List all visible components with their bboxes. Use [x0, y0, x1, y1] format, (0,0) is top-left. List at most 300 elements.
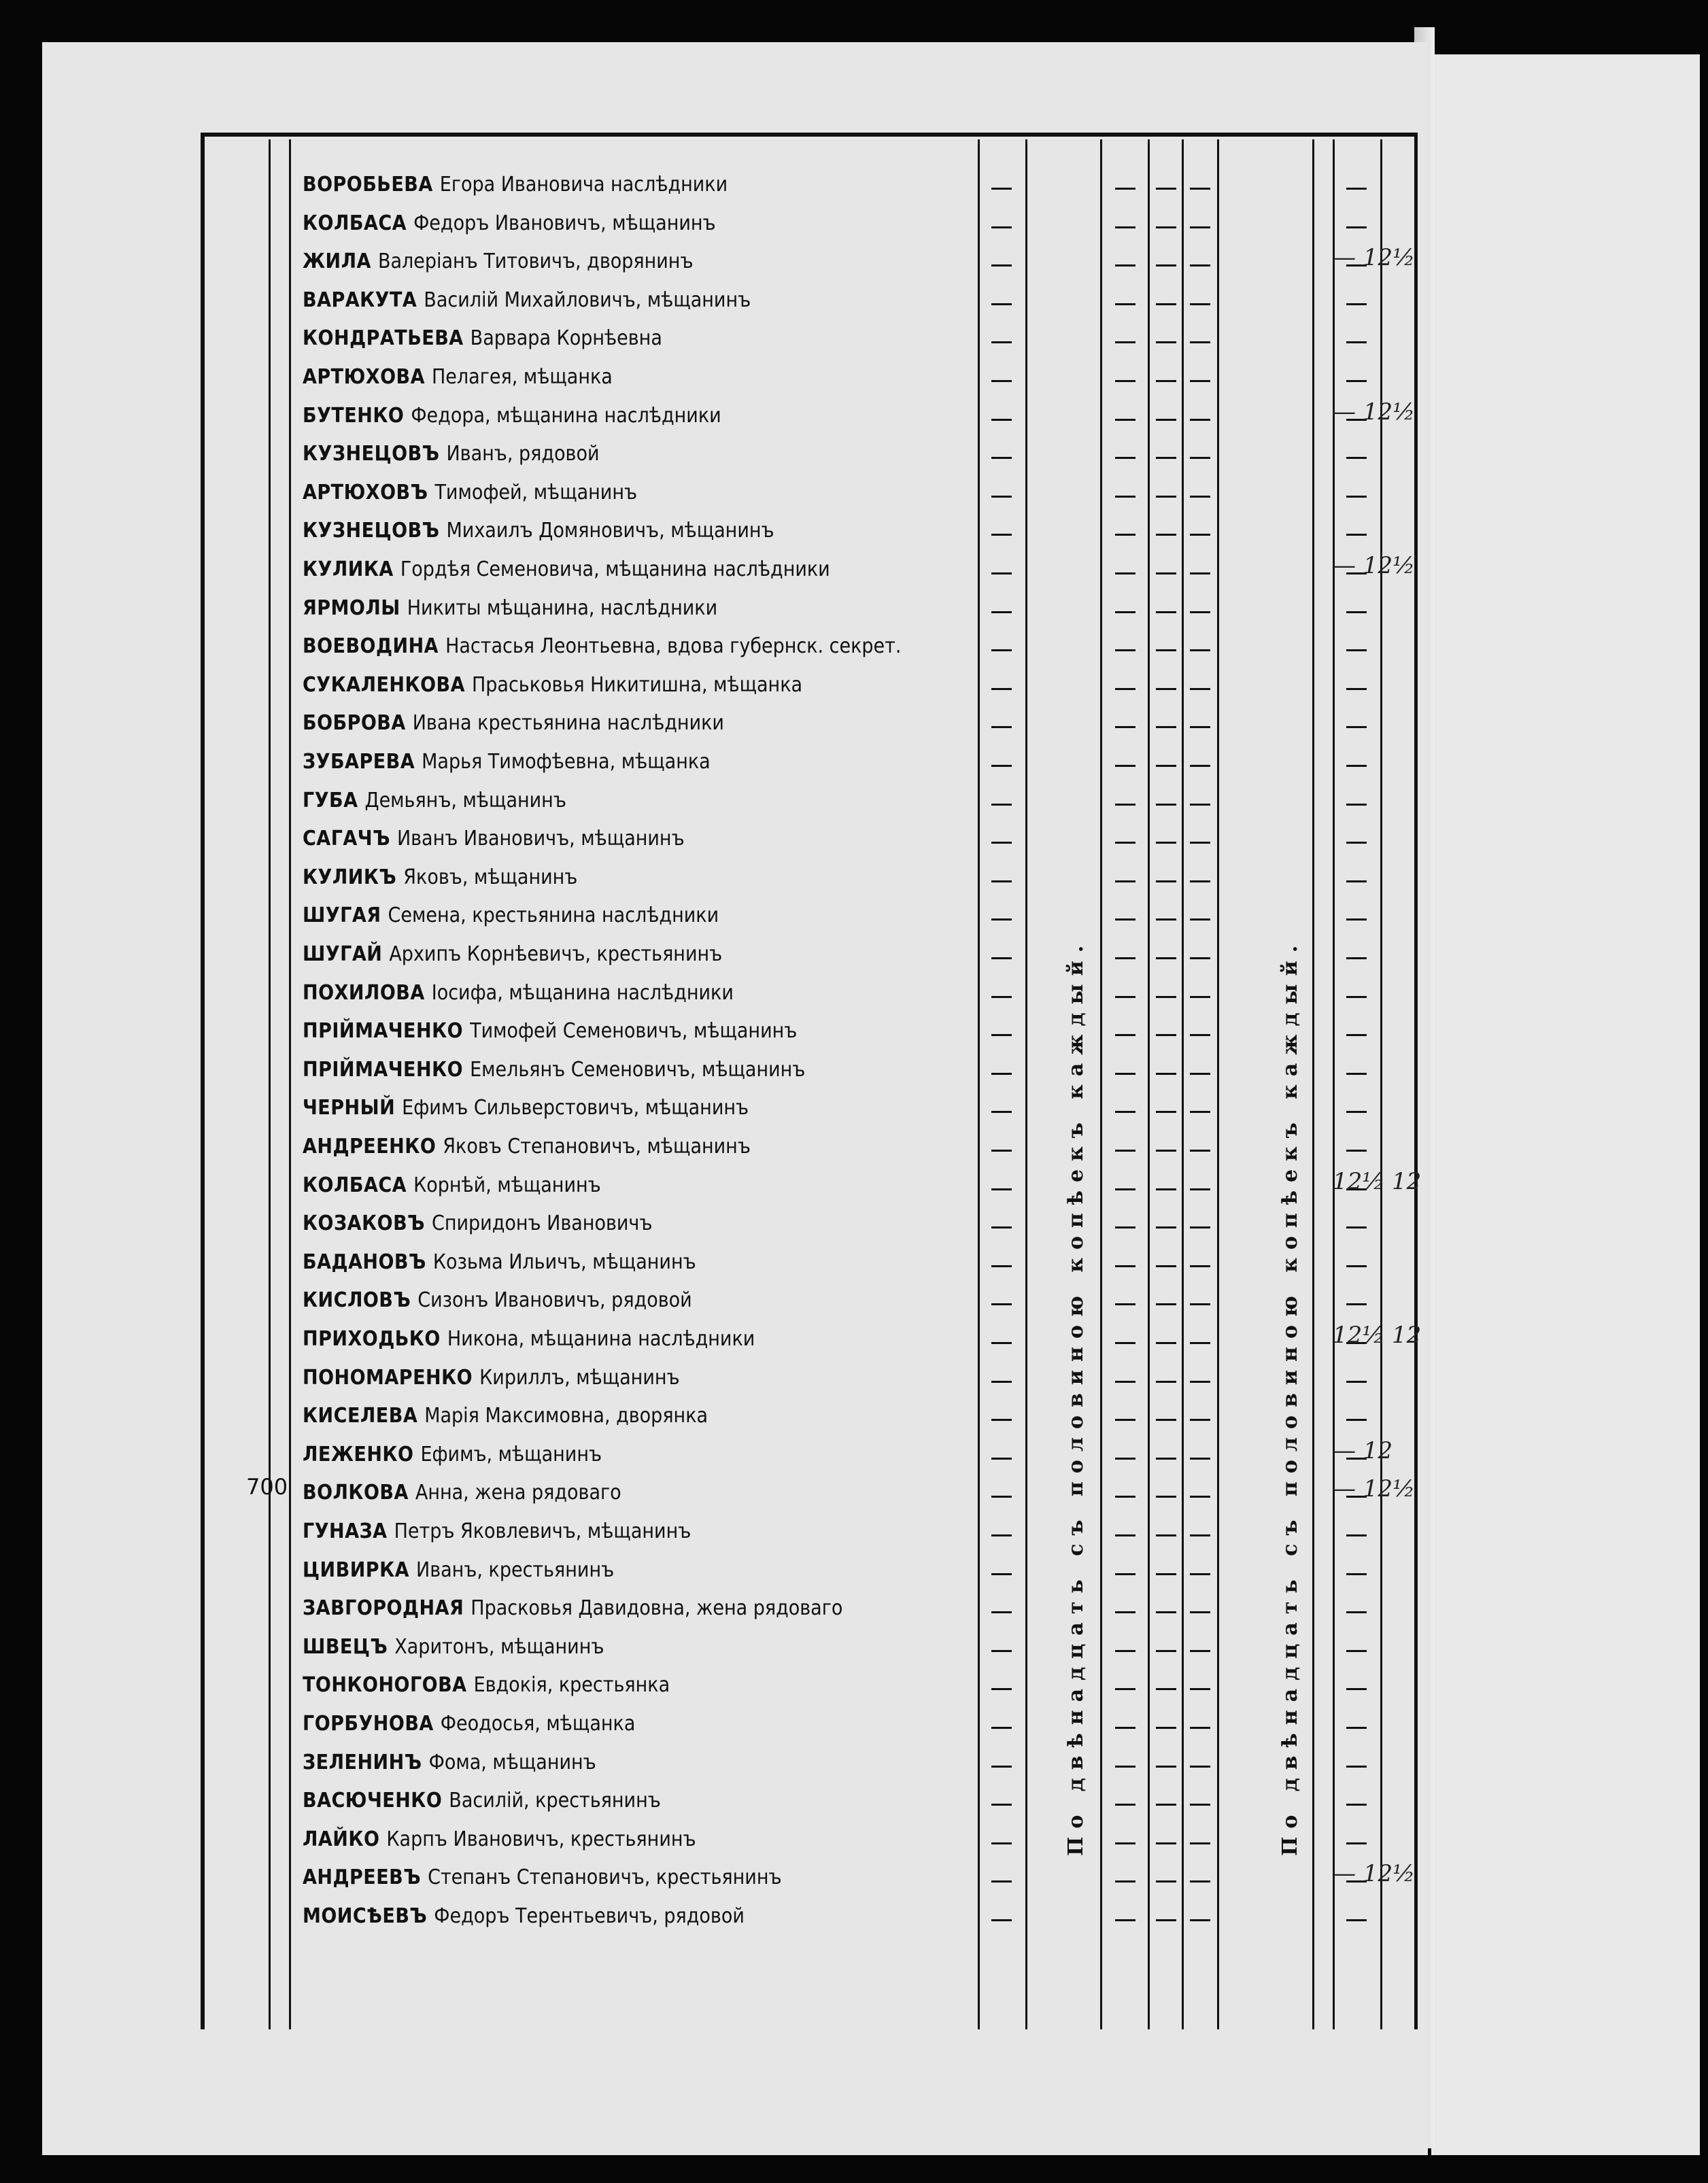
empty-cell-dash	[1156, 1111, 1176, 1113]
empty-cell-dash	[1156, 1804, 1176, 1806]
ledger-row	[303, 1744, 983, 1782]
empty-cell-dash	[1190, 1111, 1210, 1113]
ledger-row	[303, 358, 983, 396]
empty-cell-dash	[1115, 1573, 1135, 1575]
column-rule-3	[1100, 139, 1102, 2029]
row-surname: ПРІЙМАЧЕНКО	[303, 1057, 464, 1082]
ledger-row	[303, 628, 983, 666]
outer-left-rule	[201, 133, 205, 2029]
inner-left-rule-1	[269, 139, 271, 2029]
empty-cell-dash	[1346, 765, 1367, 767]
empty-cell-dash	[1190, 1804, 1210, 1806]
row-surname: КУЗНЕЦОВЪ	[303, 519, 440, 543]
empty-cell-dash	[1190, 188, 1210, 190]
row-description: Степанъ Степановичъ, крестьянинъ	[428, 1866, 782, 1890]
empty-cell-dash	[1190, 1419, 1210, 1421]
row-surname: ЗАВГОРОДНАЯ	[303, 1596, 464, 1621]
row-description: Кириллъ, мѣщанинъ	[479, 1365, 680, 1390]
empty-cell-dash	[1115, 303, 1135, 305]
empty-cell-dash	[1190, 1496, 1210, 1498]
empty-cell-dash	[1115, 496, 1135, 498]
empty-cell-dash	[1156, 457, 1176, 459]
empty-cell-dash	[1346, 341, 1367, 343]
ledger-row	[303, 743, 983, 781]
ledger-row	[303, 1012, 983, 1050]
empty-cell-dash	[1156, 1342, 1176, 1344]
row-surname: САГАЧЪ	[303, 827, 390, 851]
empty-cell-dash	[1115, 1303, 1135, 1305]
empty-cell-dash	[1346, 726, 1367, 728]
empty-cell-dash	[991, 534, 1012, 536]
row-description: Козьма Ильичъ, мѣщанинъ	[432, 1250, 696, 1274]
row-surname: БАДАНОВЪ	[303, 1250, 426, 1274]
empty-cell-dash	[1346, 1034, 1367, 1036]
empty-cell-dash	[1115, 1073, 1135, 1075]
empty-cell-dash	[1346, 688, 1367, 690]
row-description: Тимофей Семеновичъ, мѣщанинъ	[470, 1019, 798, 1044]
row-description: Спиридонъ Ивановичъ	[432, 1211, 653, 1236]
empty-cell-dash	[991, 842, 1012, 844]
empty-cell-dash	[1190, 1611, 1210, 1613]
empty-cell-dash	[1156, 1880, 1176, 1883]
ledger-row	[303, 820, 983, 858]
empty-cell-dash	[1115, 419, 1135, 421]
empty-cell-dash	[1346, 1073, 1367, 1075]
ledger-row	[303, 1397, 983, 1435]
row-description: Иванъ, крестьянинъ	[416, 1558, 615, 1582]
empty-cell-dash	[1346, 918, 1367, 921]
row-surname: АНДРЕЕВЪ	[303, 1866, 422, 1890]
empty-cell-dash	[1156, 1919, 1176, 1921]
empty-cell-dash	[1346, 1150, 1367, 1152]
empty-cell-dash	[1190, 880, 1210, 882]
ledger-row	[303, 1705, 983, 1743]
empty-cell-dash	[1190, 1766, 1210, 1768]
empty-cell-dash	[1115, 1381, 1135, 1383]
row-description: Яковъ, мѣщанинъ	[403, 865, 578, 889]
empty-cell-dash	[1346, 1611, 1367, 1613]
empty-cell-dash	[991, 1880, 1012, 1883]
ledger-row	[303, 1243, 983, 1282]
row-number-700: 700	[246, 1474, 288, 1500]
empty-cell-dash	[1156, 1226, 1176, 1228]
empty-cell-dash	[1190, 341, 1210, 343]
ledger-row	[303, 1282, 983, 1320]
row-description: Федоръ Терентьевичъ, рядовой	[434, 1904, 745, 1928]
empty-cell-dash	[991, 765, 1012, 767]
row-surname: ПОНОМАРЕНКО	[303, 1365, 473, 1390]
row-description: Евдокія, крестьянка	[473, 1673, 670, 1698]
empty-cell-dash	[1115, 341, 1135, 343]
vertical-phrase-1: По двѣнадцать съ половиною копѣекъ каждый.	[1064, 937, 1088, 1856]
ledger-row	[303, 512, 983, 550]
adjacent-page	[1431, 54, 1700, 2155]
row-description: Михаилъ Домяновичъ, мѣщанинъ	[446, 519, 774, 543]
handwritten-note: — 12½	[1333, 1860, 1416, 1888]
ledger-row	[303, 1782, 983, 1820]
empty-cell-dash	[1115, 1034, 1135, 1036]
empty-cell-dash	[1115, 765, 1135, 767]
empty-cell-dash	[991, 1496, 1012, 1498]
empty-cell-dash	[991, 341, 1012, 343]
empty-cell-dash	[991, 264, 1012, 267]
row-surname: ЗУБАРЕВА	[303, 750, 415, 774]
empty-cell-dash	[1115, 1650, 1135, 1652]
empty-cell-dash	[1115, 1458, 1135, 1460]
empty-cell-dash	[1346, 496, 1367, 498]
row-surname: ВОЛКОВА	[303, 1481, 409, 1505]
row-description: Никиты мѣщанина, наслѣдники	[407, 596, 718, 620]
empty-cell-dash	[1190, 1458, 1210, 1460]
empty-cell-dash	[991, 1573, 1012, 1575]
row-description: Василій, крестьянинъ	[449, 1789, 661, 1813]
row-description: Карпъ Ивановичъ, крестьянинъ	[386, 1827, 696, 1851]
empty-cell-dash	[1115, 264, 1135, 267]
empty-cell-dash	[1156, 918, 1176, 921]
column-rule-2	[1025, 139, 1027, 2029]
empty-cell-dash	[991, 1842, 1012, 1844]
handwritten-note: — 12½	[1333, 552, 1416, 579]
empty-cell-dash	[1346, 1842, 1367, 1844]
empty-cell-dash	[1115, 611, 1135, 613]
empty-cell-dash	[1115, 726, 1135, 728]
ledger-row	[303, 1589, 983, 1628]
empty-cell-dash	[1190, 457, 1210, 459]
empty-cell-dash	[1346, 1226, 1367, 1228]
empty-cell-dash	[1190, 726, 1210, 728]
ledger-row	[303, 551, 983, 589]
ledger-row	[303, 1474, 983, 1512]
empty-cell-dash	[1190, 1034, 1210, 1036]
empty-cell-dash	[1156, 1303, 1176, 1305]
row-description: Марья Тимофѣевна, мѣщанка	[422, 750, 711, 774]
ledger-row	[303, 974, 983, 1012]
ledger-row	[303, 1821, 983, 1859]
empty-cell-dash	[1346, 957, 1367, 959]
empty-cell-dash	[991, 1419, 1012, 1421]
ledger-row	[303, 666, 983, 704]
empty-cell-dash	[1346, 1265, 1367, 1267]
column-rule-5	[1182, 139, 1184, 2029]
row-description: Петръ Яковлевичъ, мѣщанинъ	[394, 1519, 691, 1543]
row-surname: ГУБА	[303, 788, 358, 812]
empty-cell-dash	[1115, 572, 1135, 574]
empty-cell-dash	[1156, 380, 1176, 382]
empty-cell-dash	[1115, 1534, 1135, 1536]
empty-cell-dash	[1190, 842, 1210, 844]
empty-cell-dash	[1190, 496, 1210, 498]
empty-cell-dash	[1115, 649, 1135, 651]
empty-cell-dash	[1115, 918, 1135, 921]
empty-cell-dash	[1115, 1766, 1135, 1768]
empty-cell-dash	[1190, 264, 1210, 267]
empty-cell-dash	[1190, 534, 1210, 536]
ledger-row	[303, 1436, 983, 1474]
empty-cell-dash	[1156, 496, 1176, 498]
empty-cell-dash	[991, 918, 1012, 921]
row-surname: ВОРОБЬЕВА	[303, 173, 433, 196]
empty-cell-dash	[1190, 649, 1210, 651]
ledger-row	[303, 1051, 983, 1089]
empty-cell-dash	[991, 804, 1012, 806]
empty-cell-dash	[1156, 1650, 1176, 1652]
column-rule-7	[1312, 139, 1314, 2029]
empty-cell-dash	[1346, 457, 1367, 459]
empty-cell-dash	[1190, 611, 1210, 613]
row-surname: АНДРЕЕНКО	[303, 1135, 437, 1158]
empty-cell-dash	[1346, 1303, 1367, 1305]
row-surname: КОНДРАТЬЕВА	[303, 326, 464, 351]
empty-cell-dash	[1156, 341, 1176, 343]
row-surname: ПРИХОДЬКО	[303, 1327, 441, 1351]
empty-cell-dash	[1156, 726, 1176, 728]
ledger-row	[303, 435, 983, 473]
empty-cell-dash	[1115, 1419, 1135, 1421]
handwritten-note: — 12	[1333, 1437, 1393, 1464]
row-description: Иванъ, рядовой	[446, 442, 600, 466]
empty-cell-dash	[1190, 1688, 1210, 1690]
row-description: Никона, мѣщанина наслѣдники	[447, 1327, 755, 1351]
row-surname: ЯРМОЛЫ	[303, 596, 400, 620]
empty-cell-dash	[1156, 880, 1176, 882]
ledger-row	[303, 1205, 983, 1243]
empty-cell-dash	[1346, 996, 1367, 998]
row-surname: МОИСѢЕВЪ	[303, 1904, 428, 1928]
row-surname: ГОРБУНОВА	[303, 1712, 434, 1736]
row-description: Яковъ Степановичъ, мѣщанинъ	[443, 1135, 751, 1158]
row-surname: ШУГАЙ	[303, 942, 383, 966]
empty-cell-dash	[1115, 880, 1135, 882]
empty-cell-dash	[991, 649, 1012, 651]
ledger-row	[303, 320, 983, 358]
row-description: Ивана крестьянина наслѣдники	[412, 711, 724, 736]
empty-cell-dash	[1346, 1381, 1367, 1383]
row-surname: ЛАЙКО	[303, 1827, 380, 1851]
empty-cell-dash	[991, 1073, 1012, 1075]
empty-cell-dash	[991, 1226, 1012, 1228]
empty-cell-dash	[1115, 1880, 1135, 1883]
ledger-row	[303, 1128, 983, 1166]
row-surname: ПОХИЛОВА	[303, 980, 425, 1005]
empty-cell-dash	[1190, 1188, 1210, 1190]
row-surname: ШВЕЦЪ	[303, 1634, 388, 1659]
empty-cell-dash	[991, 1766, 1012, 1768]
empty-cell-dash	[1115, 188, 1135, 190]
row-surname: КОЛБАСА	[303, 1173, 407, 1197]
empty-cell-dash	[1346, 1727, 1367, 1729]
empty-cell-dash	[991, 380, 1012, 382]
row-description: Иванъ Ивановичъ, мѣщанинъ	[396, 827, 685, 851]
row-surname: КОЗАКОВЪ	[303, 1211, 425, 1236]
ledger-row	[303, 1513, 983, 1551]
empty-cell-dash	[1115, 1727, 1135, 1729]
ledger-row	[303, 474, 983, 512]
row-description: Настасья Леонтьевна, вдова губернск. секрет.	[445, 634, 902, 659]
empty-cell-dash	[1115, 1919, 1135, 1921]
ledger-row	[303, 1167, 983, 1205]
row-description: Варвара Корнѣевна	[470, 326, 662, 351]
empty-cell-dash	[1346, 1766, 1367, 1768]
row-description: Праськовья Никитишна, мѣщанка	[471, 672, 803, 697]
empty-cell-dash	[1190, 1381, 1210, 1383]
row-description: Федоръ Ивановичъ, мѣщанинъ	[413, 211, 716, 235]
ledger-row	[303, 589, 983, 628]
row-surname: ВАСЮЧЕНКО	[303, 1789, 443, 1813]
ledger-row	[303, 1859, 983, 1897]
ledger-row	[303, 704, 983, 742]
empty-cell-dash	[1190, 1880, 1210, 1883]
empty-cell-dash	[1346, 1419, 1367, 1421]
row-description: Анна, жена рядоваго	[415, 1481, 621, 1505]
ledger-row	[303, 935, 983, 974]
ledger-row	[303, 1666, 983, 1704]
row-description: Сизонъ Ивановичъ, рядовой	[417, 1288, 692, 1313]
ledger-row	[303, 397, 983, 435]
empty-cell-dash	[1115, 1611, 1135, 1613]
empty-cell-dash	[991, 496, 1012, 498]
empty-cell-dash	[991, 1303, 1012, 1305]
empty-cell-dash	[1115, 380, 1135, 382]
empty-cell-dash	[1115, 996, 1135, 998]
ledger-row	[303, 897, 983, 935]
empty-cell-dash	[1115, 534, 1135, 536]
empty-cell-dash	[1115, 1804, 1135, 1806]
empty-cell-dash	[991, 726, 1012, 728]
handwritten-note: 12½ 12	[1333, 1167, 1422, 1195]
empty-cell-dash	[1190, 1226, 1210, 1228]
empty-cell-dash	[1346, 1650, 1367, 1652]
empty-cell-dash	[1190, 1573, 1210, 1575]
ledger-row	[303, 1320, 983, 1358]
empty-cell-dash	[1156, 957, 1176, 959]
empty-cell-dash	[1156, 1188, 1176, 1190]
empty-cell-dash	[991, 1188, 1012, 1190]
row-description: Тимофей, мѣщанинъ	[434, 480, 638, 504]
empty-cell-dash	[991, 419, 1012, 421]
empty-cell-dash	[1156, 765, 1176, 767]
empty-cell-dash	[1346, 1688, 1367, 1690]
empty-cell-dash	[991, 1458, 1012, 1460]
empty-cell-dash	[1190, 1303, 1210, 1305]
empty-cell-dash	[1190, 918, 1210, 921]
empty-cell-dash	[1156, 1265, 1176, 1267]
empty-cell-dash	[1115, 1342, 1135, 1344]
ledger-row	[303, 782, 983, 820]
row-surname: ВОЕВОДИНА	[303, 634, 439, 659]
handwritten-note: — 12½	[1333, 1475, 1416, 1503]
empty-cell-dash	[1190, 1534, 1210, 1536]
empty-cell-dash	[991, 1611, 1012, 1613]
empty-cell-dash	[1115, 226, 1135, 228]
row-surname: СУКАЛЕНКОВА	[303, 672, 465, 697]
empty-cell-dash	[991, 996, 1012, 998]
empty-cell-dash	[991, 1727, 1012, 1729]
empty-cell-dash	[1156, 1381, 1176, 1383]
row-description: Валеріанъ Титовичъ, дворянинъ	[377, 250, 694, 274]
row-description: Ефимъ, мѣщанинъ	[420, 1442, 602, 1466]
empty-cell-dash	[1156, 649, 1176, 651]
empty-cell-dash	[1346, 1919, 1367, 1921]
row-surname: ВАРАКУТА	[303, 288, 417, 312]
ledger-row	[303, 166, 983, 204]
empty-cell-dash	[1115, 1150, 1135, 1152]
empty-cell-dash	[991, 303, 1012, 305]
empty-cell-dash	[1115, 1226, 1135, 1228]
empty-cell-dash	[1346, 226, 1367, 228]
inner-left-rule-2	[289, 139, 291, 2029]
empty-cell-dash	[1190, 1073, 1210, 1075]
empty-cell-dash	[1190, 1150, 1210, 1152]
empty-cell-dash	[991, 1804, 1012, 1806]
empty-cell-dash	[1156, 419, 1176, 421]
empty-cell-dash	[991, 1034, 1012, 1036]
empty-cell-dash	[991, 1265, 1012, 1267]
empty-cell-dash	[1346, 842, 1367, 844]
empty-cell-dash	[991, 1688, 1012, 1690]
row-surname: КУЛИКА	[303, 557, 394, 581]
empty-cell-dash	[1115, 1265, 1135, 1267]
ledger-row	[303, 281, 983, 320]
row-surname: ЗЕЛЕНИНЪ	[303, 1750, 422, 1774]
empty-cell-dash	[1156, 688, 1176, 690]
empty-cell-dash	[1115, 957, 1135, 959]
empty-cell-dash	[1346, 380, 1367, 382]
empty-cell-dash	[1346, 1534, 1367, 1536]
empty-cell-dash	[991, 880, 1012, 882]
row-description: Марія Максимовна, дворянка	[424, 1404, 708, 1428]
ledger-row	[303, 1089, 983, 1127]
row-surname: ЖИЛА	[303, 250, 371, 274]
empty-cell-dash	[991, 1111, 1012, 1113]
row-surname: ГУНАЗА	[303, 1519, 388, 1543]
empty-cell-dash	[1156, 534, 1176, 536]
empty-cell-dash	[1115, 688, 1135, 690]
row-description: Архипъ Корнѣевичъ, крестьянинъ	[389, 942, 723, 966]
row-description: Феодосья, мѣщанка	[440, 1712, 636, 1736]
row-surname: БОБРОВА	[303, 711, 406, 736]
row-surname: АРТЮХОВЪ	[303, 480, 428, 504]
empty-cell-dash	[1346, 804, 1367, 806]
ledger-row	[303, 243, 983, 281]
column-rule-6	[1217, 139, 1219, 2029]
empty-cell-dash	[991, 688, 1012, 690]
empty-cell-dash	[1156, 572, 1176, 574]
ledger-row	[303, 1628, 983, 1666]
row-surname: КУЛИКЪ	[303, 865, 397, 889]
row-surname: КОЛБАСА	[303, 211, 407, 235]
empty-cell-dash	[1115, 1496, 1135, 1498]
empty-cell-dash	[1156, 996, 1176, 998]
row-surname: ЛЕЖЕНКО	[303, 1442, 414, 1466]
empty-cell-dash	[1156, 842, 1176, 844]
empty-cell-dash	[1190, 1842, 1210, 1844]
row-surname: БУТЕНКО	[303, 403, 405, 428]
row-surname: ЦИВИРКА	[303, 1558, 410, 1582]
empty-cell-dash	[1346, 1573, 1367, 1575]
row-surname: ТОНКОНОГОВА	[303, 1673, 467, 1698]
empty-cell-dash	[1190, 303, 1210, 305]
empty-cell-dash	[1346, 1111, 1367, 1113]
row-description: Корнѣй, мѣщанинъ	[413, 1173, 601, 1197]
empty-cell-dash	[991, 957, 1012, 959]
row-description: Семена, крестьянина наслѣдники	[388, 904, 719, 928]
empty-cell-dash	[1190, 765, 1210, 767]
empty-cell-dash	[1156, 1419, 1176, 1421]
empty-cell-dash	[1156, 1458, 1176, 1460]
empty-cell-dash	[991, 1342, 1012, 1344]
empty-cell-dash	[1115, 1188, 1135, 1190]
handwritten-note: — 12½	[1333, 398, 1416, 426]
